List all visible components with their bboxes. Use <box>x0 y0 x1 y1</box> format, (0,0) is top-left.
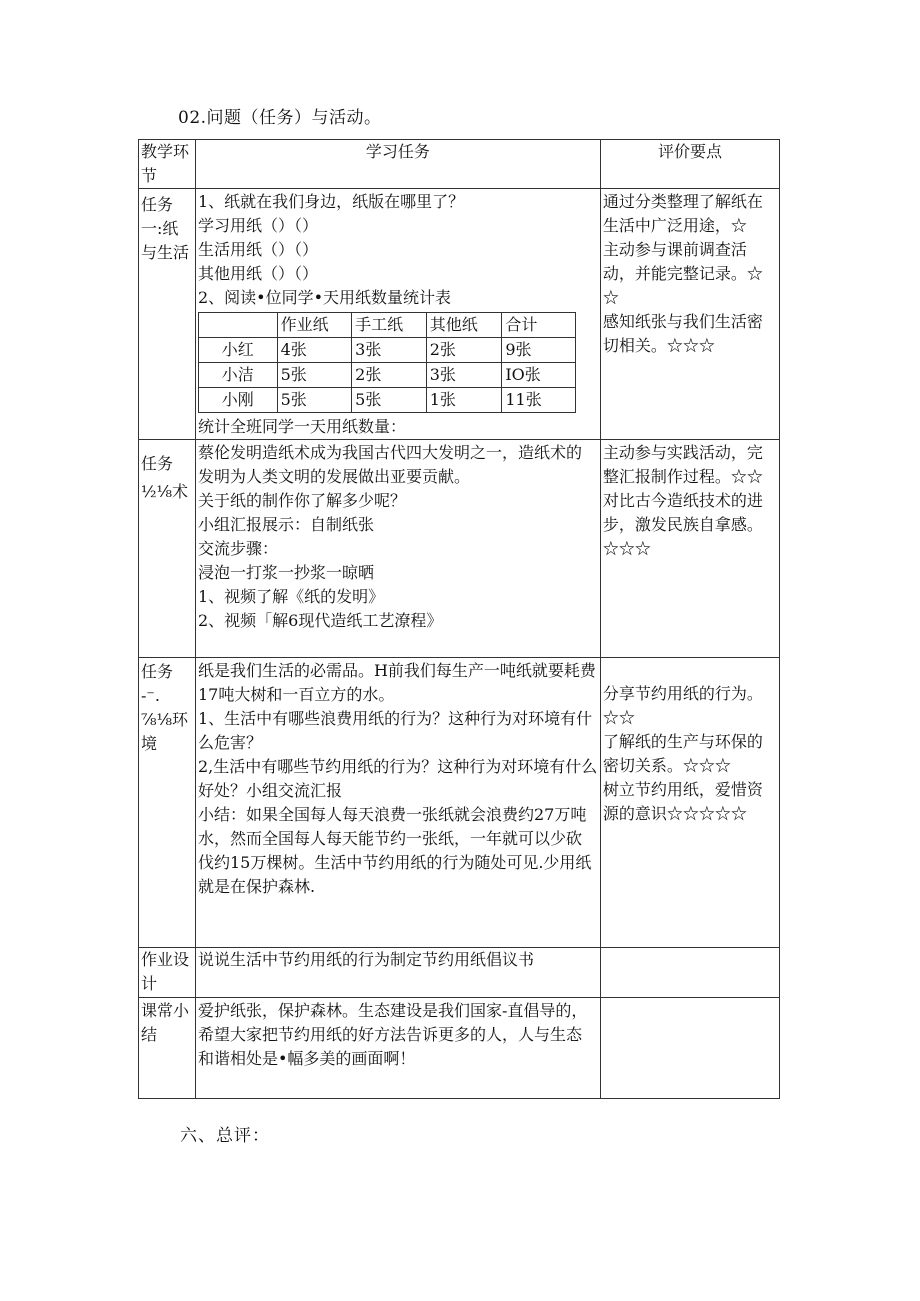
stats-cell: 1张 <box>426 388 502 413</box>
eval-point: 了解纸的生产与环保的密切关系。☆☆☆ <box>602 732 763 775</box>
task3-line: 纸是我们生活的必需品。H前我们每生产一吨纸就要耗费17吨大树和一百立方的水。 <box>197 661 596 704</box>
stats-cell-name: 小红 <box>198 338 277 363</box>
paper-usage-stats-table <box>198 312 576 413</box>
task1-line: 生活用纸（）（） <box>197 240 318 259</box>
stats-row <box>198 338 575 363</box>
task2-line: 交流步骤： <box>197 539 278 558</box>
table-header-row <box>139 140 780 189</box>
homework-content <box>195 948 600 998</box>
eval-point: 主动参与课前调查活动，并能完整记录。☆☆ <box>602 240 763 307</box>
stats-cell-name: 小洁 <box>198 363 277 388</box>
task1-line: 学习用纸（）（） <box>197 216 318 235</box>
stats-cell-name: 小刚 <box>198 388 277 413</box>
task2-line: 关于纸的制作你了解多少呢？ <box>197 491 406 510</box>
task3-line: 1、生活中有哪些浪费用纸的行为？这种行为对环境有什么危害？ <box>197 709 593 752</box>
task2-line: 蔡伦发明造纸术成为我国古代四大发明之一，造纸术的发明为人类文明的发展做出亚要贡献。 <box>197 443 582 486</box>
task3-line: 小结：如果全国每人每天浪费一张纸就会浪费约27万吨水，然而全国每人每天能节约一张纸，一年就可以少砍伐约15万棵树。生活中节约用纸的行为随处可见.少用纸就是在保护森林. <box>197 805 592 896</box>
stats-cell: 5张 <box>277 363 352 388</box>
task3-row <box>139 658 780 948</box>
task2-evaluation <box>600 440 779 658</box>
task2-stage <box>139 440 196 658</box>
eval-point: 感知纸张与我们生活密切相关。☆☆☆ <box>602 312 763 355</box>
header-task: 学习任务 <box>195 140 600 189</box>
task2-line: 小组汇报展示：自制纸张 <box>197 515 374 534</box>
overall-review-heading: 六、总评： <box>180 1126 270 1146</box>
task2-line: 浸泡一打浆一抄浆一晾晒 <box>197 563 374 582</box>
stats-cell: 4张 <box>277 338 352 363</box>
stats-header-cell: 其他纸 <box>426 313 502 338</box>
task3-stage-line: -⁻. <box>141 686 160 705</box>
task2-stage-line: ½⅛术 <box>141 482 189 501</box>
eval-point: 主动参与实践活动，完整汇报制作过程。☆☆对比古今造纸技术的进步，激发民族自拿感。☆☆☆ <box>602 443 763 558</box>
stats-cell: IO张 <box>502 363 576 388</box>
stats-cell: 5张 <box>352 388 427 413</box>
task1-stage: 任务一:纸与生活 <box>139 189 196 440</box>
task3-line: 2,生活中有哪些节约用纸的行为？这种行为对环境有什么好处？小组交流汇报 <box>197 757 598 800</box>
task2-line: 1、视频了解《纸的发明》 <box>197 587 385 606</box>
stats-cell: 11张 <box>502 388 576 413</box>
stats-header-cell <box>198 313 277 338</box>
stats-header-cell: 作业纸 <box>277 313 352 338</box>
stats-cell: 3张 <box>426 363 502 388</box>
stats-cell: 3张 <box>352 338 427 363</box>
homework-stage: 作业设计 <box>139 948 196 998</box>
task1-row <box>139 189 780 440</box>
summary-content <box>195 998 600 1099</box>
homework-text: 说说生活中节约用纸的行为制定节约用纸倡议书 <box>197 950 534 969</box>
summary-row <box>139 998 780 1099</box>
task1-line: 2、阅读•位同学•天用纸数量统计表 <box>197 288 452 307</box>
task1-evaluation <box>600 189 779 440</box>
eval-point: 分享节约用纸的行为。☆☆ <box>602 684 763 727</box>
task3-stage-line: 任务 <box>141 662 174 681</box>
stats-cell: 9张 <box>502 338 576 363</box>
task3-stage <box>139 658 196 948</box>
eval-point: 通过分类整理了解纸在生活中广泛用途，☆ <box>602 192 763 235</box>
task1-content <box>195 189 600 440</box>
task2-line: 2、视频「解6现代造纸工艺潦程》 <box>197 611 443 630</box>
homework-evaluation <box>600 948 779 998</box>
header-stage: 教学环节 <box>139 140 196 189</box>
stats-row <box>198 388 575 413</box>
lesson-activity-table <box>138 139 780 1099</box>
task3-evaluation <box>600 658 779 948</box>
stats-cell: 5张 <box>277 388 352 413</box>
task2-content <box>195 440 600 658</box>
section-heading: 02.问题（任务）与活动。 <box>178 108 382 128</box>
task2-row <box>139 440 780 658</box>
task1-line: 1、纸就在我们身边，纸版在哪里了？ <box>197 192 465 211</box>
task3-content <box>195 658 600 948</box>
task1-line: 其他用纸（）（） <box>197 264 318 283</box>
stats-header-cell: 手工纸 <box>352 313 427 338</box>
header-evaluation: 评价要点 <box>600 140 779 189</box>
task3-stage-line: ⅞⅛环境 <box>141 710 189 753</box>
eval-point: 树立节约用纸，爱惜资源的意识☆☆☆☆☆ <box>602 780 763 823</box>
stats-header-row <box>198 313 575 338</box>
homework-row <box>139 948 780 998</box>
stats-row <box>198 363 575 388</box>
task2-stage-line: 任务 <box>141 454 174 473</box>
summary-stage: 课常小结 <box>139 998 196 1099</box>
task1-footer: 统计全班同学一天用纸数量： <box>197 417 406 436</box>
stats-cell: 2张 <box>426 338 502 363</box>
stats-header-cell: 合计 <box>502 313 576 338</box>
summary-evaluation <box>600 998 779 1099</box>
stats-cell: 2张 <box>352 363 427 388</box>
summary-text: 爱护纸张，保护森林。生态建设是我们国家-直倡导的，希望大家把节约用纸的好方法告诉更多的人，人与生态和谐相处是•幅多美的画面啊！ <box>197 1001 588 1068</box>
